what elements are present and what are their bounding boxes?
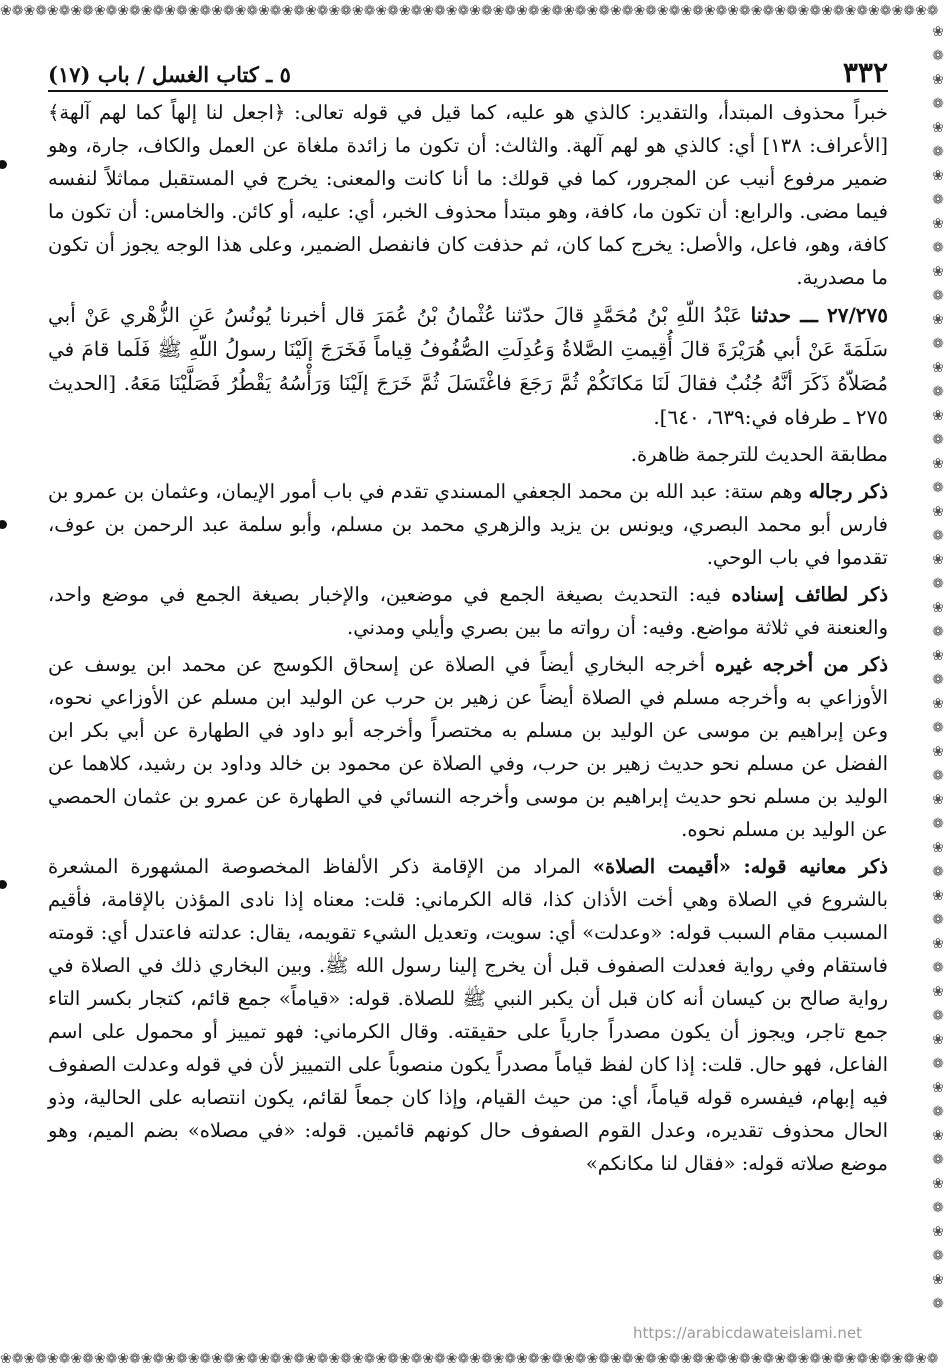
paragraph-takhrij (48, 648, 888, 846)
section-heading: ذكر رجاله (808, 480, 889, 503)
hadith-text: عَبْدُ اللّهِ بْنُ مُحَمَّدٍ قالَ حدّثنا عُثْمانُ بْنُ عُمَرَ قال أخبرنا يُونُسُ عَنِ الزُّهْري عَنْ أبي سَلَمَةَ عَنْ أبي هُرَيْرَةَ قالَ أُقِيمتِ الصَّلاةُ وَعُدِلَتِ الصُّفُوفُ قِياماً فَخَرَجَ إلَيْنَا رسولُ اللّهِ ﷺ فَلَما قامَ في مُصَلاّهُ ذَكَرَ أنَّهُ جُنُبٌ فقالَ لَنَا مَكانَكُمْ ثُمَّ رَجَعَ فاغْتَسَلَ ثُمَّ خَرَجَ إلَيْنَا وَرَأْسُهُ يَقْطُرُ فَصَلَّيْنَا مَعَهُ. [الحديث ٢٧٥ ـ طرفاه في:٦٣٩، ٦٤٠]. (48, 303, 888, 429)
margin-dot (0, 880, 7, 889)
section-heading: ذكر معانيه قوله: «أقيمت الصلاة» (592, 855, 888, 878)
decorative-border-top: ❀❁❀❁❀❁❀❁❀❁❀❁❀❁❀❁❀❁❀❁❀❁❀❁❀❁❀❁❀❁❀❁❀❁❀❁❀❁❀❁❀❁❀❁❀❁❀❁❀❁❀❁❀❁❀❁❀❁❀❁❀❁❀❁❀❁❀❁❀❁❀❁❀❁❀❁❀❁❀❁ (0, 3, 939, 19)
paragraph-commentary (48, 96, 888, 294)
paragraph-text: المراد من الإقامة ذكر الألفاظ المخصوصة المشهورة المشعرة بالشروع في الصلاة وهي أخت الأذان كذا، قاله الكرماني: قلت: معناه إذا نادى المؤذن بالإقامة، فأقيم المسبب مقام السبب قوله: «وعدلت» أي: سويت، وتعديل الشيء تقويمه، يقال: عدلته فاعتدل أي: قومته فاستقام وفي رواية فعدلت الصفوف قبل أن يخرج إلينا رسول الله ﷺ. وبين البخاري ذلك في الصلاة في رواية صالح بن كيسان أنه كان قبل أن يكبر النبي ﷺ للصلاة. قوله: «قياماً» جمع قائم، كتجار بكسر التاء جمع تاجر، ويجوز أن يكون مصدراً جارياً على حقيقته. وقال الكرماني: فهو تمييز أو محمول على اسم الفاعل، فهو حال. قلت: إذا كان لفظ قياماً مصدراً يكون منصوباً على التمييز لأن في قوله وعدلت الصفوف فيه إبهام، فيفسره قوله قياماً، أي: من حيث القيام، وإذا كان جمعاً لقائم، يكون انتصابه على الحالية، وذو الحال محذوف تقديره، وعدل القوم الصفوف حال كونهم قائمين. قوله: «في مصلاه» بضم الميم، وهو موضع صلاته قوله: «فقال لنا مكانكم» (48, 855, 888, 1175)
margin-dot (0, 160, 7, 169)
section-heading: ذكر لطائف إسناده (731, 583, 889, 606)
watermark-url: https://arabicdawateislami.net (632, 1324, 862, 1342)
paragraph-text: أخرجه البخاري أيضاً في الصلاة عن إسحاق الكوسج عن محمد ابن يوسف عن الأوزاعي به وأخرجه مسلم في الصلاة أيضاً عن زهير بن حرب عن الوليد ابن مسلم عن الأوزاعي نحوه، وعن إبراهيم بن موسى عن الوليد بن مسلم به مختصراً وأخرجه أبو داود في الطهارة عن أبي بكر ابن الفضل عن مسلم نحو حديث زهير بن حرب، وفي الصلاة عن محمود بن خالد وداود بن رشيد، كلاهما عن الوليد بن مسلم نحو حديث إبراهيم بن موسى وأخرجه النسائي في الطهارة عن عمرو بن عثمان الحمصي عن الوليد بن مسلم نحوه. (48, 653, 888, 841)
page-body (48, 96, 888, 1180)
page-header (48, 38, 888, 92)
paragraph-narrators (48, 475, 888, 574)
section-heading: ذكر من أخرجه غيره (714, 653, 889, 676)
paragraph-text: خبراً محذوف المبتدأ، والتقدير: كالذي هو عليه، كما قيل في قوله تعالى: ﴿اجعل لنا إلهاً كما لهم آلهة﴾ [الأعراف: ١٣٨] أي: كالذي هو لهم آلهة. والثالث: أن تكون ما زائدة ملغاة عن العمل والكاف، جارة، وهو ضمير مرفوع أنيب عن المجرور، كما في قولك: ما أنا كانت والمعنى: يخرج في المستقبل مماثلاً لنفسه فيما مضى. والرابع: أن تكون ما، كافة، وهو مبتدأ محذوف الخبر، أي: عليه، أو كائن. والخامس: أن تكون ما كافة، وهو، فاعل، والأصل: يخرج كما كان، ثم حذفت كان فانفصل الضمير، وعلى هذا الوجه يجوز أن تكون ما مصدرية. (48, 101, 888, 289)
paragraph-correspondence (48, 438, 888, 471)
page-number: ٣٣٢ (842, 56, 888, 89)
book-page (48, 38, 888, 1348)
margin-dot (0, 520, 7, 529)
paragraph-hadith (48, 298, 888, 434)
running-title: ٥ ـ كتاب الغسل / باب (١٧) (48, 62, 291, 87)
paragraph-text: وهم ستة: عبد الله بن محمد الجعفي المسندي تقدم في باب أمور الإيمان، وعثمان بن عمرو بن فارس أبو محمد البصري، ويونس بن يزيد والزهري محمد بن مسلم، وأبو سلمة عبد الرحمن بن عوف، تقدموا في باب الوحي. (48, 480, 888, 569)
decorative-border-right: ❀ ❁ ❀ ❁ ❀ ❁ ❀ ❁ ❀ ❁ ❀ ❁ ❀ ❁ ❀ ❁ ❀ ❁ ❀ ❁ ❀ ❁ ❀ ❁ ❀ ❁ ❀ ❁ ❀ ❁ ❀ ❁ ❀ ❁ ❀ ❁ ❀ ❁ ❀ ❁ ❀ ❁ ❀ ❁ ❀ ❁ ❀ ❁ ❀ ❁ ❀ ❁ ❀ ❁ (932, 24, 944, 1312)
paragraph-isnad (48, 578, 888, 644)
paragraph-text: فيه: التحديث بصيغة الجمع في موضعين، والإخبار بصيغة الجمع في موضع واحد، والعنعنة في ثلاثة مواضع. وفيه: أن رواته ما بين بصري وأيلي ومدني. (48, 583, 888, 639)
hadith-number: ٢٧/٢٧٥ ـــ حدثنا (750, 303, 888, 327)
paragraph-meanings (48, 850, 888, 1180)
paragraph-text: مطابقة الحديث للترجمة ظاهرة. (630, 443, 888, 466)
decorative-border-bottom: ❀❁❀❁❀❁❀❁❀❁❀❁❀❁❀❁❀❁❀❁❀❁❀❁❀❁❀❁❀❁❀❁❀❁❀❁❀❁❀❁❀❁❀❁❀❁❀❁❀❁❀❁❀❁❀❁❀❁❀❁❀❁❀❁❀❁❀❁❀❁❀❁❀❁❀❁❀❁❀❁ (0, 1351, 939, 1367)
